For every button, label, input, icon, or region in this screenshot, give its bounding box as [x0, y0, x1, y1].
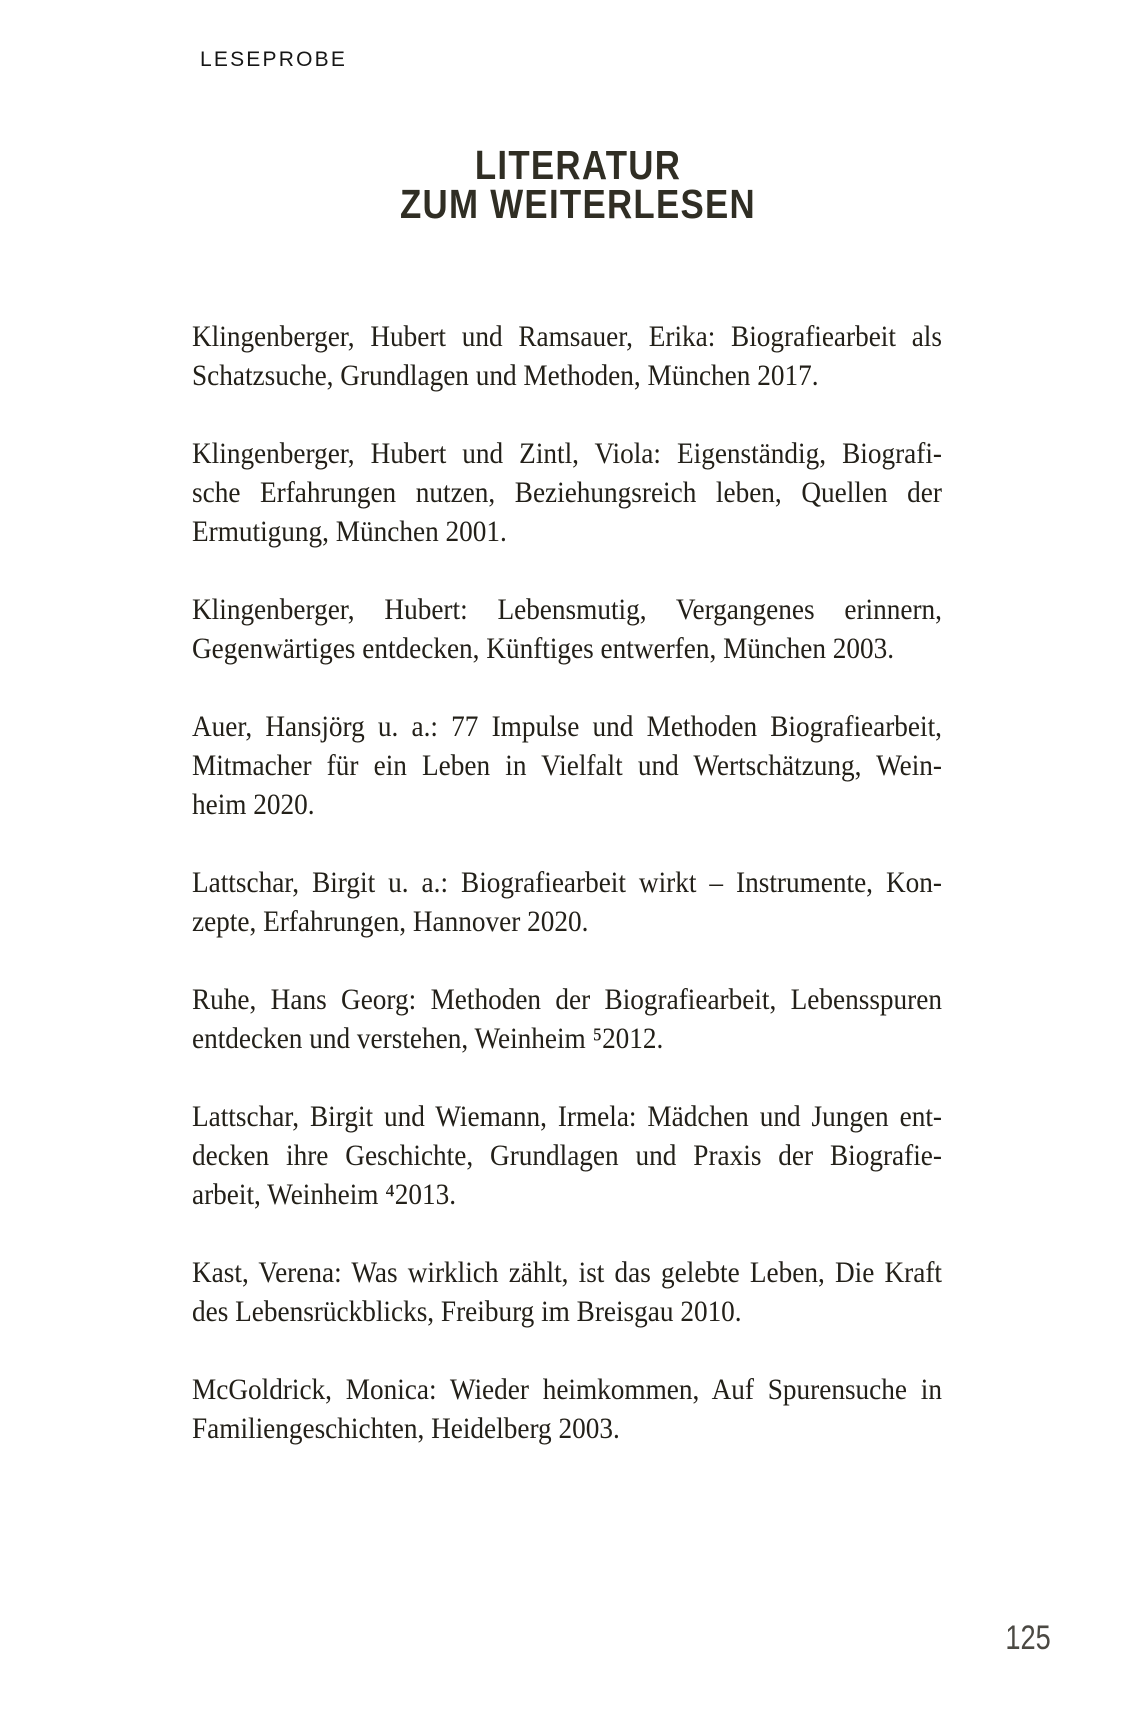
bib-entry	[192, 864, 942, 942]
bib-line: Ruhe, Hans Georg: Methoden der Biografiearbeit, Lebensspuren	[192, 984, 942, 1016]
bib-line: arbeit, Weinheim ⁴2013.	[192, 1179, 457, 1211]
bib-entry	[192, 435, 942, 552]
bib-line: Klingenberger, Hubert und Ramsauer, Erika: Biografiearbeit als	[192, 321, 942, 353]
bib-entry	[192, 708, 942, 825]
bib-entry	[192, 591, 942, 669]
bib-line: heim 2020.	[192, 789, 315, 821]
bib-line: Familiengeschichten, Heidelberg 2003.	[192, 1413, 620, 1445]
bib-line: decken ihre Geschichte, Grundlagen und Praxis der Biografie-	[192, 1140, 942, 1172]
bib-line: Mitmacher für ein Leben in Vielfalt und Wertschätzung, Wein-	[192, 750, 942, 782]
bib-line: Lattschar, Birgit u. a.: Biografiearbeit wirkt – Instrumente, Kon-	[192, 867, 942, 899]
bib-line: Gegenwärtiges entdecken, Künftiges entwerfen, München 2003.	[192, 633, 895, 665]
page-title	[250, 142, 906, 227]
bib-entry	[192, 1371, 942, 1449]
bib-entry	[192, 981, 942, 1059]
page-title-line-1: LITERATUR	[474, 142, 682, 188]
bib-line: des Lebensrückblicks, Freiburg im Breisgau 2010.	[192, 1296, 742, 1328]
page-title-line-2: ZUM WEITERLESEN	[399, 181, 756, 227]
bib-line: Auer, Hansjörg u. a.: 77 Impulse und Methoden Biografiearbeit,	[192, 711, 942, 743]
bib-line: Lattschar, Birgit und Wiemann, Irmela: Mädchen und Jungen ent-	[192, 1101, 942, 1133]
bib-entry	[192, 1098, 942, 1215]
bib-line: Klingenberger, Hubert und Zintl, Viola: Eigenständig, Biografi-	[192, 438, 942, 470]
bib-line: Ermutigung, München 2001.	[192, 516, 507, 548]
bib-line: sche Erfahrungen nutzen, Beziehungsreich leben, Quellen der	[192, 477, 942, 509]
bib-line: McGoldrick, Monica: Wieder heimkommen, Auf Spurensuche in	[192, 1374, 942, 1406]
bib-entry	[192, 1254, 942, 1332]
header-label: LESEPROBE	[200, 48, 348, 71]
bib-line: Kast, Verena: Was wirklich zählt, ist das gelebte Leben, Die Kraft	[192, 1257, 942, 1289]
bib-line: Schatzsuche, Grundlagen und Methoden, München 2017.	[192, 360, 819, 392]
bib-line: entdecken und verstehen, Weinheim ⁵2012.	[192, 1023, 664, 1055]
bib-entry	[192, 318, 942, 396]
page-number: 125	[1005, 1619, 1051, 1657]
bibliography-list	[192, 318, 942, 1488]
bib-line: zepte, Erfahrungen, Hannover 2020.	[192, 906, 589, 938]
bib-line: Klingenberger, Hubert: Lebensmutig, Vergangenes erinnern,	[192, 594, 942, 626]
